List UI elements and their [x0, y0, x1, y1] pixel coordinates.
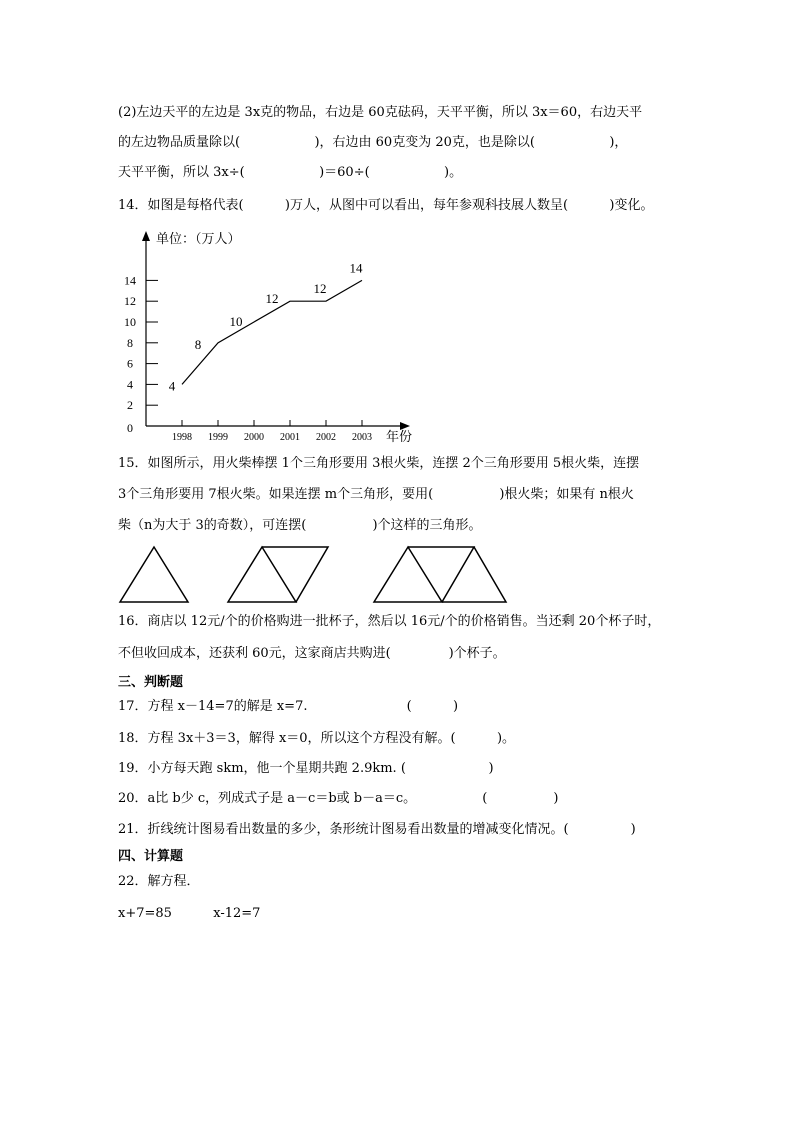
section-4-title: 四、计算题	[118, 849, 184, 864]
x-tick-label: 1999	[208, 432, 228, 443]
x-axis-label: 年份	[386, 429, 413, 444]
q13-line2: 的左边物品质量除以( )，右边由 60克变为 20克，也是除以( )，	[118, 135, 628, 150]
x-tick-label: 2000	[244, 432, 264, 443]
two-triangles-figure	[226, 544, 330, 606]
x-tick-label: 2002	[316, 432, 336, 443]
q17-text: 17．方程 x－14=7的解是 x=7. ( )	[118, 699, 459, 714]
data-label: 14	[349, 260, 363, 276]
data-label: 10	[229, 314, 243, 329]
line-chart	[110, 225, 430, 445]
q15-line3: 柴（n为大于 3的奇数），可连摆( )个这样的三角形。	[118, 518, 482, 533]
q16-line1: 16．商店以 12元/个的价格购进一批杯子，然后以 16元/个的价格销售。当还剩 20个杯子时，	[118, 614, 661, 629]
three-triangles-figure	[372, 544, 508, 606]
chart-title: 单位：（万人）	[156, 231, 241, 246]
y-tick-label: 2	[127, 398, 133, 413]
q18-text: 18．方程 3x＋3＝3，解得 x＝0，所以这个方程没有解。( )。	[118, 731, 516, 746]
y-tick-label: 12	[124, 294, 136, 309]
q15-line2: 3个三角形要用 7根火柴。如果连摆 m个三角形，要用( )根火柴；如果有 n根火	[118, 487, 634, 502]
q19-text: 19．小方每天跑 skm，他一个星期共跑 2.9km. ( )	[118, 761, 494, 776]
q21-text: 21．折线统计图易看出数量的多少，条形统计图易看出数量的增减变化情况。( )	[118, 822, 636, 837]
q15-line1: 15．如图所示，用火柴棒摆 1个三角形要用 3根火柴，连摆 2个三角形要用 5根火柴，连摆	[118, 456, 640, 471]
one-triangle-figure	[118, 544, 190, 606]
data-label: 4	[168, 378, 176, 394]
y-tick-label: 14	[124, 273, 136, 288]
q22-text: 22．解方程．	[118, 874, 200, 889]
q13-line1: (2)左边天平的左边是 3x克的物品，右边是 60克砝码，天平平衡，所以 3x＝60，右边天平	[118, 105, 643, 120]
x-tick-label: 1998	[172, 432, 192, 443]
q14-text: 14．如图是每格代表( )万人，从图中可以看出，每年参观科技展人数呈( )变化。	[118, 198, 654, 213]
y-tick-label: 0	[127, 421, 133, 435]
data-label: 12	[313, 281, 327, 297]
q20-text: 20．a比 b少 c，列成式子是 a－c＝b或 b－a＝c。 ( )	[118, 791, 559, 806]
q22-equations: x+7=85 x-12=7	[118, 906, 261, 921]
y-axis-arrow	[142, 231, 150, 241]
x-tick-label: 2001	[280, 432, 300, 443]
q13-line3: 天平平衡，所以 3x÷( )＝60÷( )。	[118, 165, 463, 180]
data-label: 8	[194, 336, 202, 352]
q16-line2: 不但收回成本，还获利 60元，这家商店共购进( )个杯子。	[118, 646, 506, 661]
y-tick-label: 10	[124, 315, 136, 329]
section-3-title: 三、判断题	[118, 675, 184, 690]
x-tick-label: 2003	[352, 432, 372, 443]
y-tick-label: 6	[127, 356, 133, 371]
y-tick-label: 4	[127, 377, 133, 392]
data-label: 12	[265, 291, 279, 307]
y-tick-label: 8	[127, 335, 133, 350]
